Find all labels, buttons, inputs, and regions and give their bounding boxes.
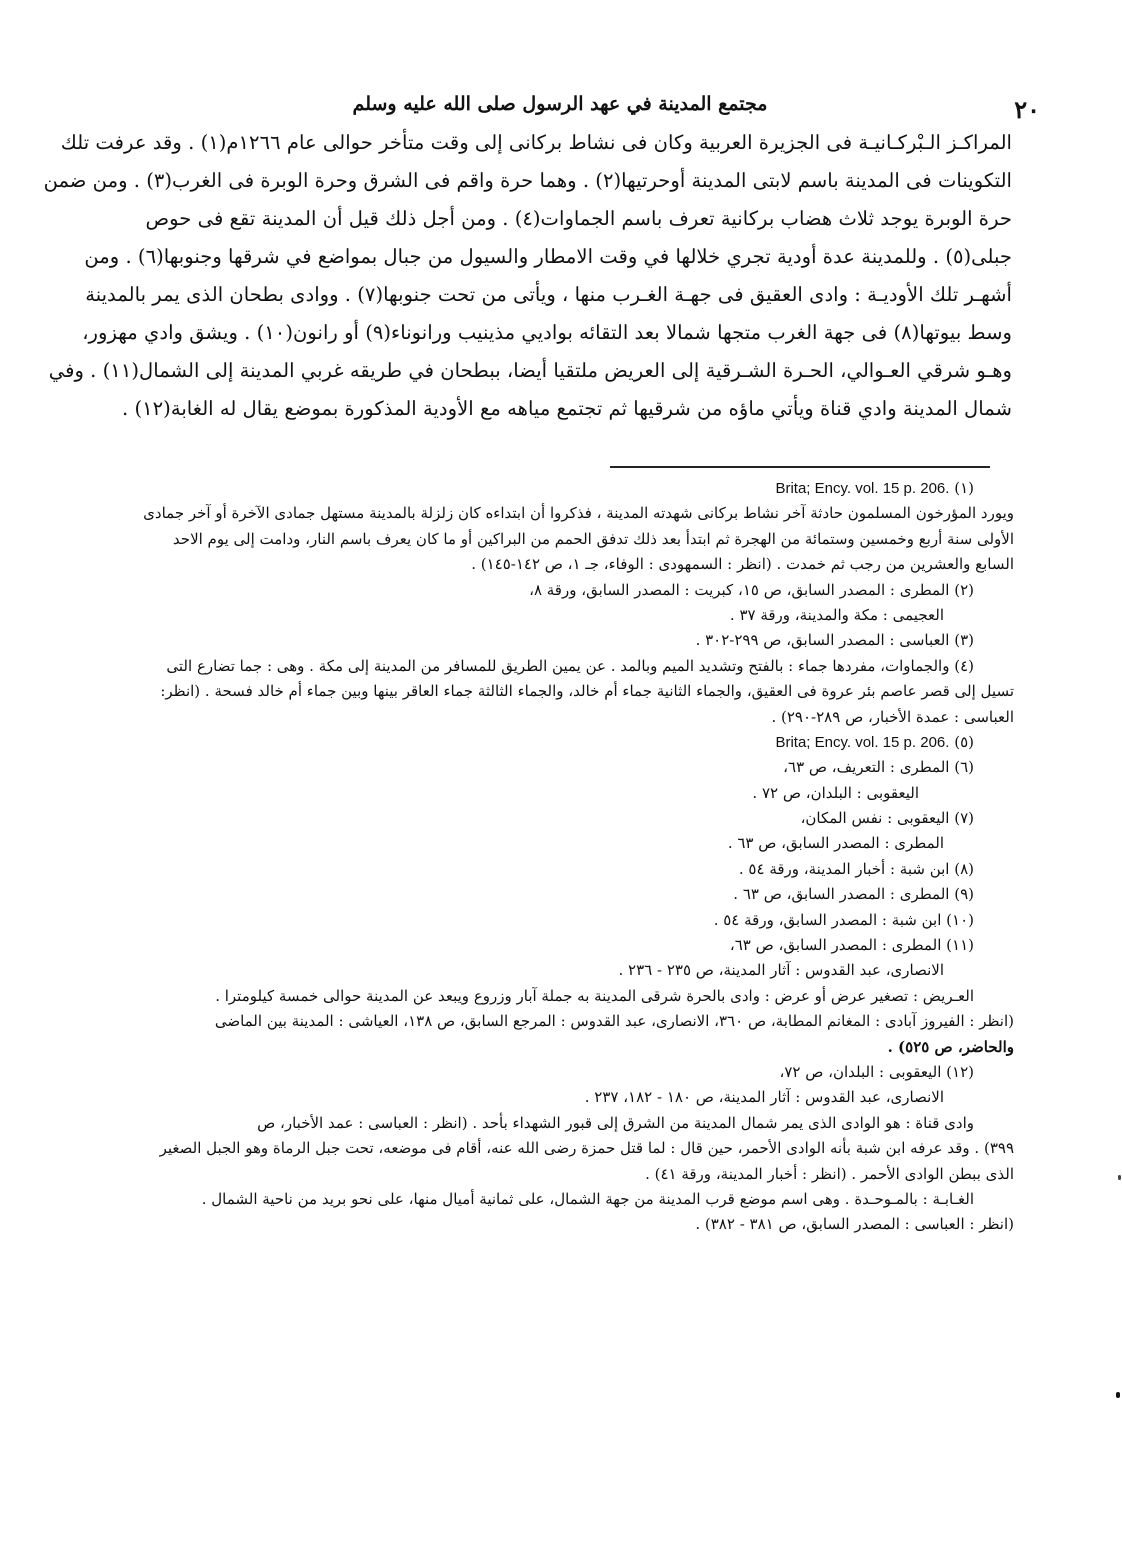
footnote-line: (٧) اليعقوبى : نفس المكان، <box>800 809 974 828</box>
footnote-line: ويورد المؤرخون المسلمون حادثة آخر نشاط بركانى شهدته المدينة ، فذكروا أن ابتداءه كان زلزلة بالمدينة مستهل جمادى الآخرة أو آخر جمادى <box>143 504 1014 523</box>
footnote-line: العـريض : تصغير عرض أو عرض : وادى بالحرة شرقى المدينة به جملة آبار وزروع ويبعد عن المدينة حوالى خمسة كيلومترا . <box>215 986 974 1005</box>
footnote-reference-latin: Brita; Ency. vol. 15 p. 206. <box>775 733 950 751</box>
footnote-line: (٤) والجماوات، مفردها جماء : بالفتح وتشديد الميم وبالمد . عن يمين الطريق للمسافر من المدينة إلى مكة . وهى : جما تضارع التى <box>166 656 974 675</box>
footnote-line: (٨) ابن شبة : أخبار المدينة، ورقة ٥٤ . <box>738 859 974 878</box>
footnote-line: تسيل إلى قصر عاصم بئر عروة فى العقيق، والجماء الثانية جماء أم خالد، والجماء الثالثة جماء العاقر بينها وبين جماء أم خالد فسحة . (انظر: <box>160 682 1014 701</box>
footnote-line: (٦) المطرى : التعريف، ص ٦٣، <box>783 758 974 777</box>
footnote-line: الذى ببطن الوادى الأحمر . (انظر : أخبار المدينة، ورقة ٤١) . <box>645 1164 1014 1183</box>
body-line: المراكـز الـبْركـانيـة فى الجزيرة العربية وكان فى نشاط بركانى إلى وقت متأخر حوالى عام ١٢٦٦م(١) . وقد عرفت تلك <box>60 131 1012 154</box>
footnote-line: العجيمى : مكة والمدينة، ورقة ٣٧ . <box>729 605 944 624</box>
body-line: شمال المدينة وادي قناة ويأتي ماؤه من شرقيها ثم تجتمع مياهه مع الأودية المذكورة بموضع يقال له الغابة(١٢) . <box>122 397 1012 420</box>
footnote-label: (١) <box>954 479 974 497</box>
footnote-line: الغـابـة : بالمـوحـدة . وهى اسم موضع قرب المدينة من جهة الشمال، على ثمانية أميال منها، على نحو بريد من ناحية الشمال . <box>201 1189 974 1208</box>
body-line: التكوينات فى المدينة باسم لابتى المدينة أوحرتيها(٢) . وهما حرة واقم فى الشرق وحرة الوبرة فى الغرب(٣) . ومن ضمن <box>43 169 1012 192</box>
footnote-line: العباسى : عمدة الأخبار، ص ٢٨٩-٢٩٠) . <box>771 707 1014 726</box>
footnote-1-ref <box>102 476 1014 501</box>
footnote-line: اليعقوبى : البلدان، ص ٧٢ . <box>752 783 919 802</box>
running-header: مجتمع المدينة في عهد الرسول صلى الله عليه وسلم <box>352 93 768 115</box>
scan-speck <box>1118 1175 1121 1180</box>
footnote-line: (انظر : العباسى : المصدر السابق، ص ٣٨١ - ٣٨٢) . <box>695 1215 1014 1234</box>
footnotes <box>102 476 1014 1238</box>
scan-speck <box>1116 1392 1120 1398</box>
footnote-line: ٣٩٩) . وقد عرفه ابن شبة بأنه الوادى الأحمر، حين قال : لما قتل حمزة رضى الله عنه، أقام فى موضعه، تحت جبل الرماة وهو الجبل الصغير <box>159 1139 1014 1158</box>
footnote-5-ref <box>102 730 1014 755</box>
footnote-label: (٥) <box>954 732 974 751</box>
footnote-reference-latin: Brita; Ency. vol. 15 p. 206. <box>775 480 950 497</box>
main-text <box>43 124 1012 428</box>
body-line: حرة الوبرة يوجد ثلاث هضاب بركانية تعرف باسم الجماوات(٤) . ومن أجل ذلك قيل أن المدينة تقع فى حوص <box>145 207 1012 230</box>
footnote-line: وادى قناة : هو الوادى الذى يمر شمال المدينة من الشرق إلى قبور الشهداء بأحد . (انظر : العباسى : عمد الأخبار، ص <box>257 1113 974 1132</box>
footnote-line: والحاضر، ص ٥٢٥) . <box>887 1037 1014 1056</box>
footnote-line: (٩) المطرى : المصدر السابق، ص ٦٣ . <box>733 885 974 904</box>
footnote-line: (١٠) ابن شبة : المصدر السابق، ورقة ٥٤ . <box>713 910 974 929</box>
footnote-separator <box>610 466 990 468</box>
body-line: وهـو شرقي العـوالي، الحـرة الشـرقية إلى العريض ملتقيا أيضا، ببطحان في طريقه غربي المدينة إلى الشمال(١١) . وفي <box>48 359 1012 382</box>
footnote-line: السابع والعشرين من رجب ثم خمدت . (انظر : السمهودى : الوفاء، جـ ١، ص ١٤٢-١٤٥) . <box>471 555 1014 574</box>
footnote-line: (انظر : الفيروز آبادى : المغانم المطابة، ص ٣٦٠، الانصارى، عبد القدوس : المرجع السابق، ص ١٣٨، العياشى : المدينة بين الماضى <box>214 1012 1014 1031</box>
page-number: ٢٠ <box>1014 95 1040 124</box>
footnote-line: (١٢) اليعقوبى : البلدان، ص ٧٢، <box>779 1062 974 1081</box>
footnote-line: الانصارى، عبد القدوس : آثار المدينة، ص ١٨٠ - ١٨٢، ٢٣٧ . <box>584 1088 944 1107</box>
footnote-line: الأولى سنة أربع وخمسين وستمائة من الهجرة ثم ابتدأ بعد ذلك تدفق الحمم من البراكين أو ما كان يعرف باسم النار، ودامت إلى يوم الاحد <box>172 529 1014 548</box>
footnote-line: المطرى : المصدر السابق، ص ٦٣ . <box>727 834 944 853</box>
footnote-line: الانصارى، عبد القدوس : آثار المدينة، ص ٢٣٥ - ٢٣٦ . <box>618 961 944 980</box>
footnote-line: (٣) العباسى : المصدر السابق، ص ٢٩٩-٣٠٢ . <box>695 631 974 650</box>
body-line: وسط بيوتها(٨) فى جهة الغرب متجها شمالا بعد التقائه بواديي مذينيب ورانوناء(٩) أو رانون(١٠) . ويشق وادي مهزور، <box>82 321 1012 344</box>
body-line: جبلى(٥) . وللمدينة عدة أودية تجري خلالها في وقت الامطار والسيول من جبال بمواضع في شرقها وجنوبها(٦) . ومن <box>84 245 1012 268</box>
footnote-line: (٢) المطرى : المصدر السابق، ص ١٥، كبريت : المصدر السابق، ورقة ٨، <box>529 580 974 599</box>
body-line: أشهـر تلك الأوديـة : وادى العقيق فى جهـة الغـرب منها ، ويأتى من تحت جنوبها(٧) . ووادى بطحان الذى يمر بالمدينة <box>85 283 1012 306</box>
footnote-line: (١١) المطرى : المصدر السابق، ص ٦٣، <box>729 936 974 955</box>
